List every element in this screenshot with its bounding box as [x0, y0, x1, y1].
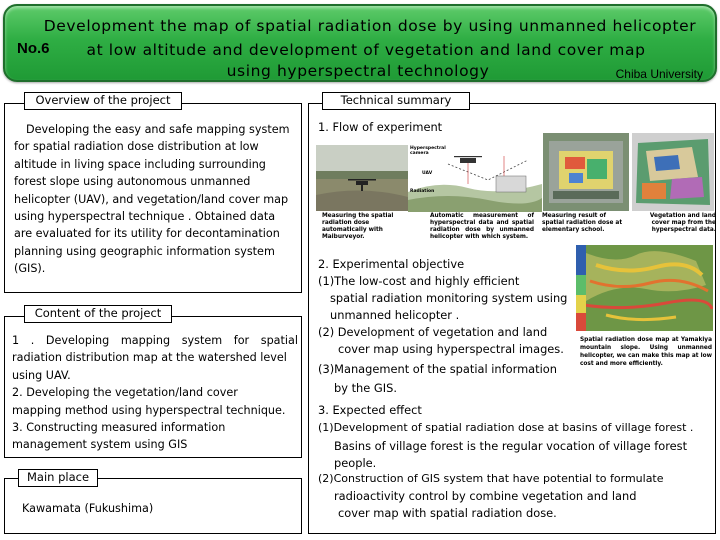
effect-line: (2)Construction of GIS system that have potential to formulate: [318, 472, 664, 485]
content-line: 1 . Developing mapping system for spatial: [12, 334, 298, 347]
content-text: [12, 332, 298, 454]
overview-title: Overview of the project: [24, 92, 182, 110]
overview-text: [14, 121, 296, 278]
site-title: Main place: [18, 469, 98, 487]
technical-title: Technical summary: [322, 92, 470, 110]
overview-line: planning using geographic information system: [14, 244, 275, 258]
label-uav: UAV: [422, 171, 433, 176]
content-line: management system using GIS: [12, 438, 188, 452]
content-title: Content of the project: [24, 305, 172, 323]
title-line-3: using hyperspectral technology: [226, 62, 490, 80]
site-value: Kawamata (Fukushima): [22, 502, 154, 515]
objective-line: by the GIS.: [334, 381, 397, 395]
label-radiation: Radiation: [410, 189, 435, 194]
objective-line: (2) Development of vegetation and land: [318, 325, 548, 339]
landcover-photo: [632, 133, 714, 211]
content-line: radiation distribution map at the watershed level: [12, 351, 287, 365]
objective-line: (3)Management of the spatial information: [318, 362, 557, 376]
caption-landcover: Vegetation and land cover map from the hyperspectral data.: [649, 213, 716, 233]
title-line-2: at low altitude and development of vegetation and land cover map: [86, 41, 646, 59]
objective-line: cover map using hyperspectral images.: [338, 342, 564, 356]
caption-school: Measuring result of spatial radiation dose at elementary school.: [542, 213, 623, 233]
overview-line: (GIS).: [14, 262, 46, 276]
overview-line: are evaluated for its utility for decontamination: [14, 227, 280, 241]
flight-diagram: [408, 140, 542, 212]
effect-line: cover map with spatial radiation dose.: [338, 506, 557, 520]
objective-line: spatial radiation monitoring system using: [330, 291, 568, 305]
school-dose-photo: [543, 133, 629, 211]
title-line-1: Development the map of spatial radiation dose by using unmanned helicopter: [43, 17, 697, 35]
effect-line: (1)Development of spatial radiation dose at basins of village forest .: [318, 421, 694, 434]
content-line: 2. Developing the vegetation/land cover: [12, 386, 238, 400]
field-photo: [316, 145, 408, 211]
poster-number: No.6: [17, 40, 50, 57]
overview-line: forest slope using autonomous unmanned: [14, 175, 251, 189]
content-line: using UAV.: [12, 368, 71, 382]
title-banner: [3, 4, 717, 82]
effect-line: people.: [334, 456, 377, 470]
objective-heading: 2. Experimental objective: [318, 257, 465, 271]
effect-line: radioactivity control by combine vegetation and land: [334, 489, 637, 503]
content-line: 3. Constructing measured information: [12, 421, 226, 435]
objective-line: (1)The low-cost and highly efficient: [318, 274, 520, 288]
content-line: mapping method using hyperspectral technique.: [12, 403, 286, 417]
overview-line: helicopter (UAV), and vegetation/land cover map: [14, 192, 289, 206]
map-caption: Spatial radiation dose map at Yamakiya mountain slope. Using unmanned helicopter, we can make this map at low cost and more efficiently.: [580, 337, 712, 367]
flow-heading: 1. Flow of experiment: [318, 120, 443, 134]
label-spectrometer: Hyperspectral camera: [410, 146, 446, 156]
overview-line: using hyperspectral technique . Obtained data: [14, 210, 276, 224]
effect-line: Basins of village forest is the regular vocation of village forest: [334, 439, 688, 453]
objective-line: unmanned helicopter .: [330, 308, 460, 322]
effect-heading: 3. Expected effect: [318, 403, 422, 417]
organization: Chiba University: [615, 67, 703, 81]
caption-field: Measuring the spatial radiation dose automatically with Maiburveyor.: [322, 213, 394, 240]
overview-line: altitude in living space including surrounding: [14, 157, 266, 171]
overview-line: for spatial radiation dose distribution at low: [14, 140, 259, 154]
overview-line: Developing the easy and safe mapping system: [26, 123, 290, 136]
slope-dose-map: [576, 245, 713, 331]
caption-uav: Automatic measurement of hyperspectral data and spatial radiation dose by unmanned helicopter with which system.: [430, 213, 534, 240]
